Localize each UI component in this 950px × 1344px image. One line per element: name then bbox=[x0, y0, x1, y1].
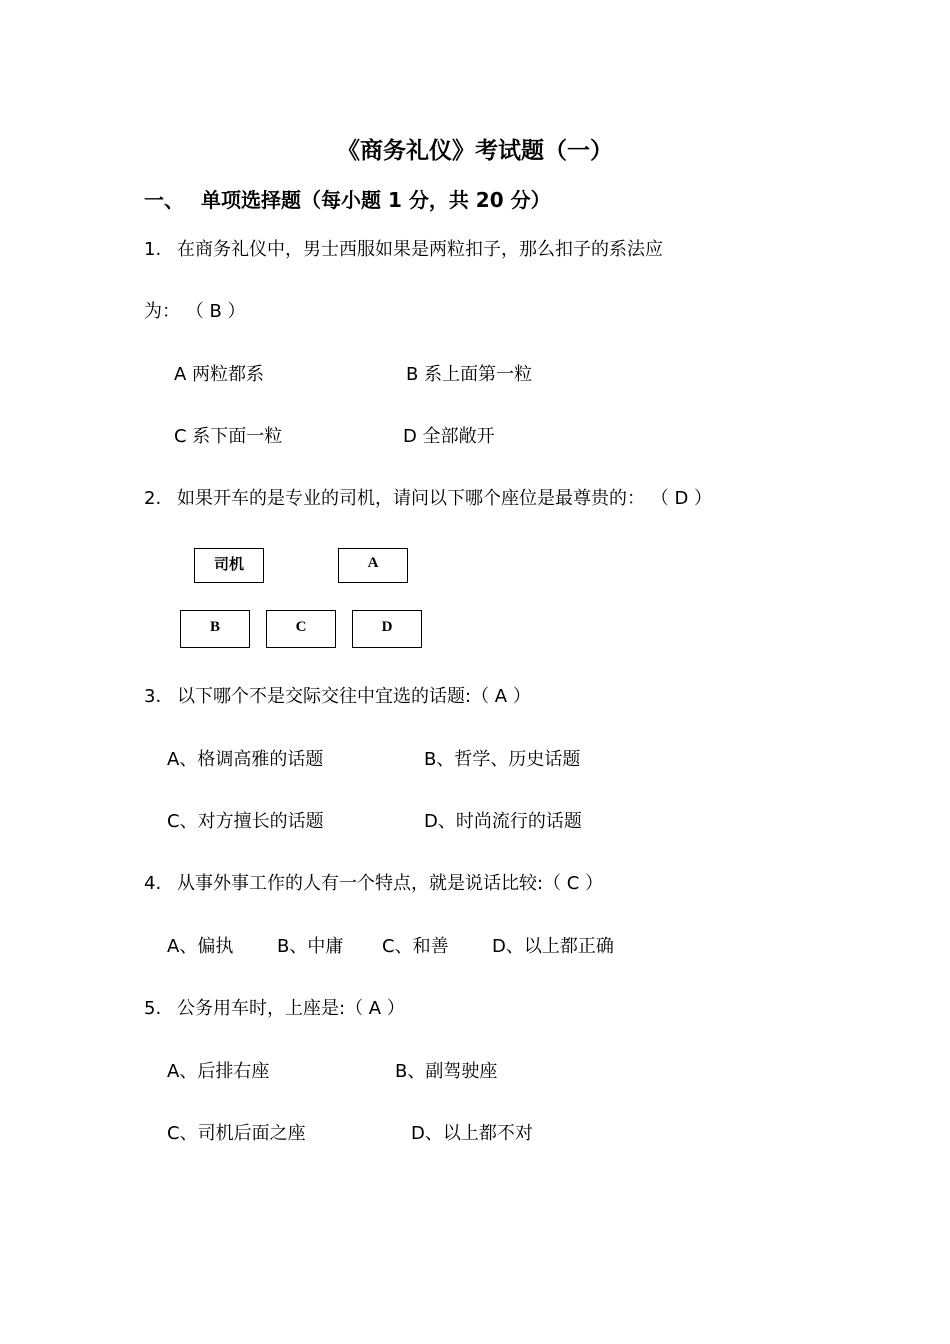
question-number: 3. bbox=[144, 686, 162, 707]
option-b: B 系上面第一粒 bbox=[406, 364, 533, 385]
option-a: A、格调高雅的话题 bbox=[167, 749, 324, 770]
question-text: 在商务礼仪中，男士西服如果是两粒扣子，那么扣子的系法应 bbox=[177, 239, 663, 260]
option-b: B、副驾驶座 bbox=[395, 1061, 498, 1082]
option-c: C、和善 bbox=[382, 936, 449, 957]
question-number: 1. bbox=[144, 239, 162, 260]
option-d: D、以上都正确 bbox=[492, 936, 614, 957]
seat-a: A bbox=[338, 548, 408, 583]
question-5 bbox=[144, 995, 405, 1023]
page-title: 《商务礼仪》考试题（一） bbox=[337, 138, 613, 164]
question-2 bbox=[144, 485, 712, 513]
question-4 bbox=[144, 870, 603, 898]
question-text: 以下哪个不是交际交往中宜选的话题:（ A ） bbox=[177, 686, 531, 707]
option-d: D 全部敞开 bbox=[403, 426, 495, 447]
question-number: 2. bbox=[144, 488, 162, 509]
option-a: A 两粒都系 bbox=[174, 364, 265, 385]
question-text: 从事外事工作的人有一个特点，就是说话比较:（ C ） bbox=[177, 873, 604, 894]
question-text: 如果开车的是专业的司机，请问以下哪个座位是最尊贵的： （ D ） bbox=[177, 488, 713, 509]
option-d: D、以上都不对 bbox=[411, 1123, 533, 1144]
option-a: A、偏执 bbox=[167, 936, 234, 957]
option-c: C、对方擅长的话题 bbox=[167, 811, 324, 832]
question-number: 5. bbox=[144, 998, 162, 1019]
question-1 bbox=[144, 236, 663, 264]
option-c: C、司机后面之座 bbox=[167, 1123, 306, 1144]
seat-d: D bbox=[352, 610, 422, 648]
question-1-answer-line: 为： （ B ） bbox=[144, 301, 246, 322]
section-title: 单项选择题（每小题 1 分，共 20 分） bbox=[201, 188, 551, 212]
option-a: A、后排右座 bbox=[167, 1061, 270, 1082]
question-3 bbox=[144, 683, 531, 711]
question-text: 公务用车时，上座是:（ A ） bbox=[177, 998, 405, 1019]
option-b: B、哲学、历史话题 bbox=[424, 749, 581, 770]
option-d: D、时尚流行的话题 bbox=[424, 811, 582, 832]
seat-c: C bbox=[266, 610, 336, 648]
section-heading bbox=[144, 184, 551, 216]
question-number: 4. bbox=[144, 873, 162, 894]
seat-driver: 司机 bbox=[194, 548, 264, 583]
option-b: B、中庸 bbox=[277, 936, 344, 957]
seat-b: B bbox=[180, 610, 250, 648]
option-c: C 系下面一粒 bbox=[174, 426, 283, 447]
section-number: 一、 bbox=[144, 188, 184, 212]
